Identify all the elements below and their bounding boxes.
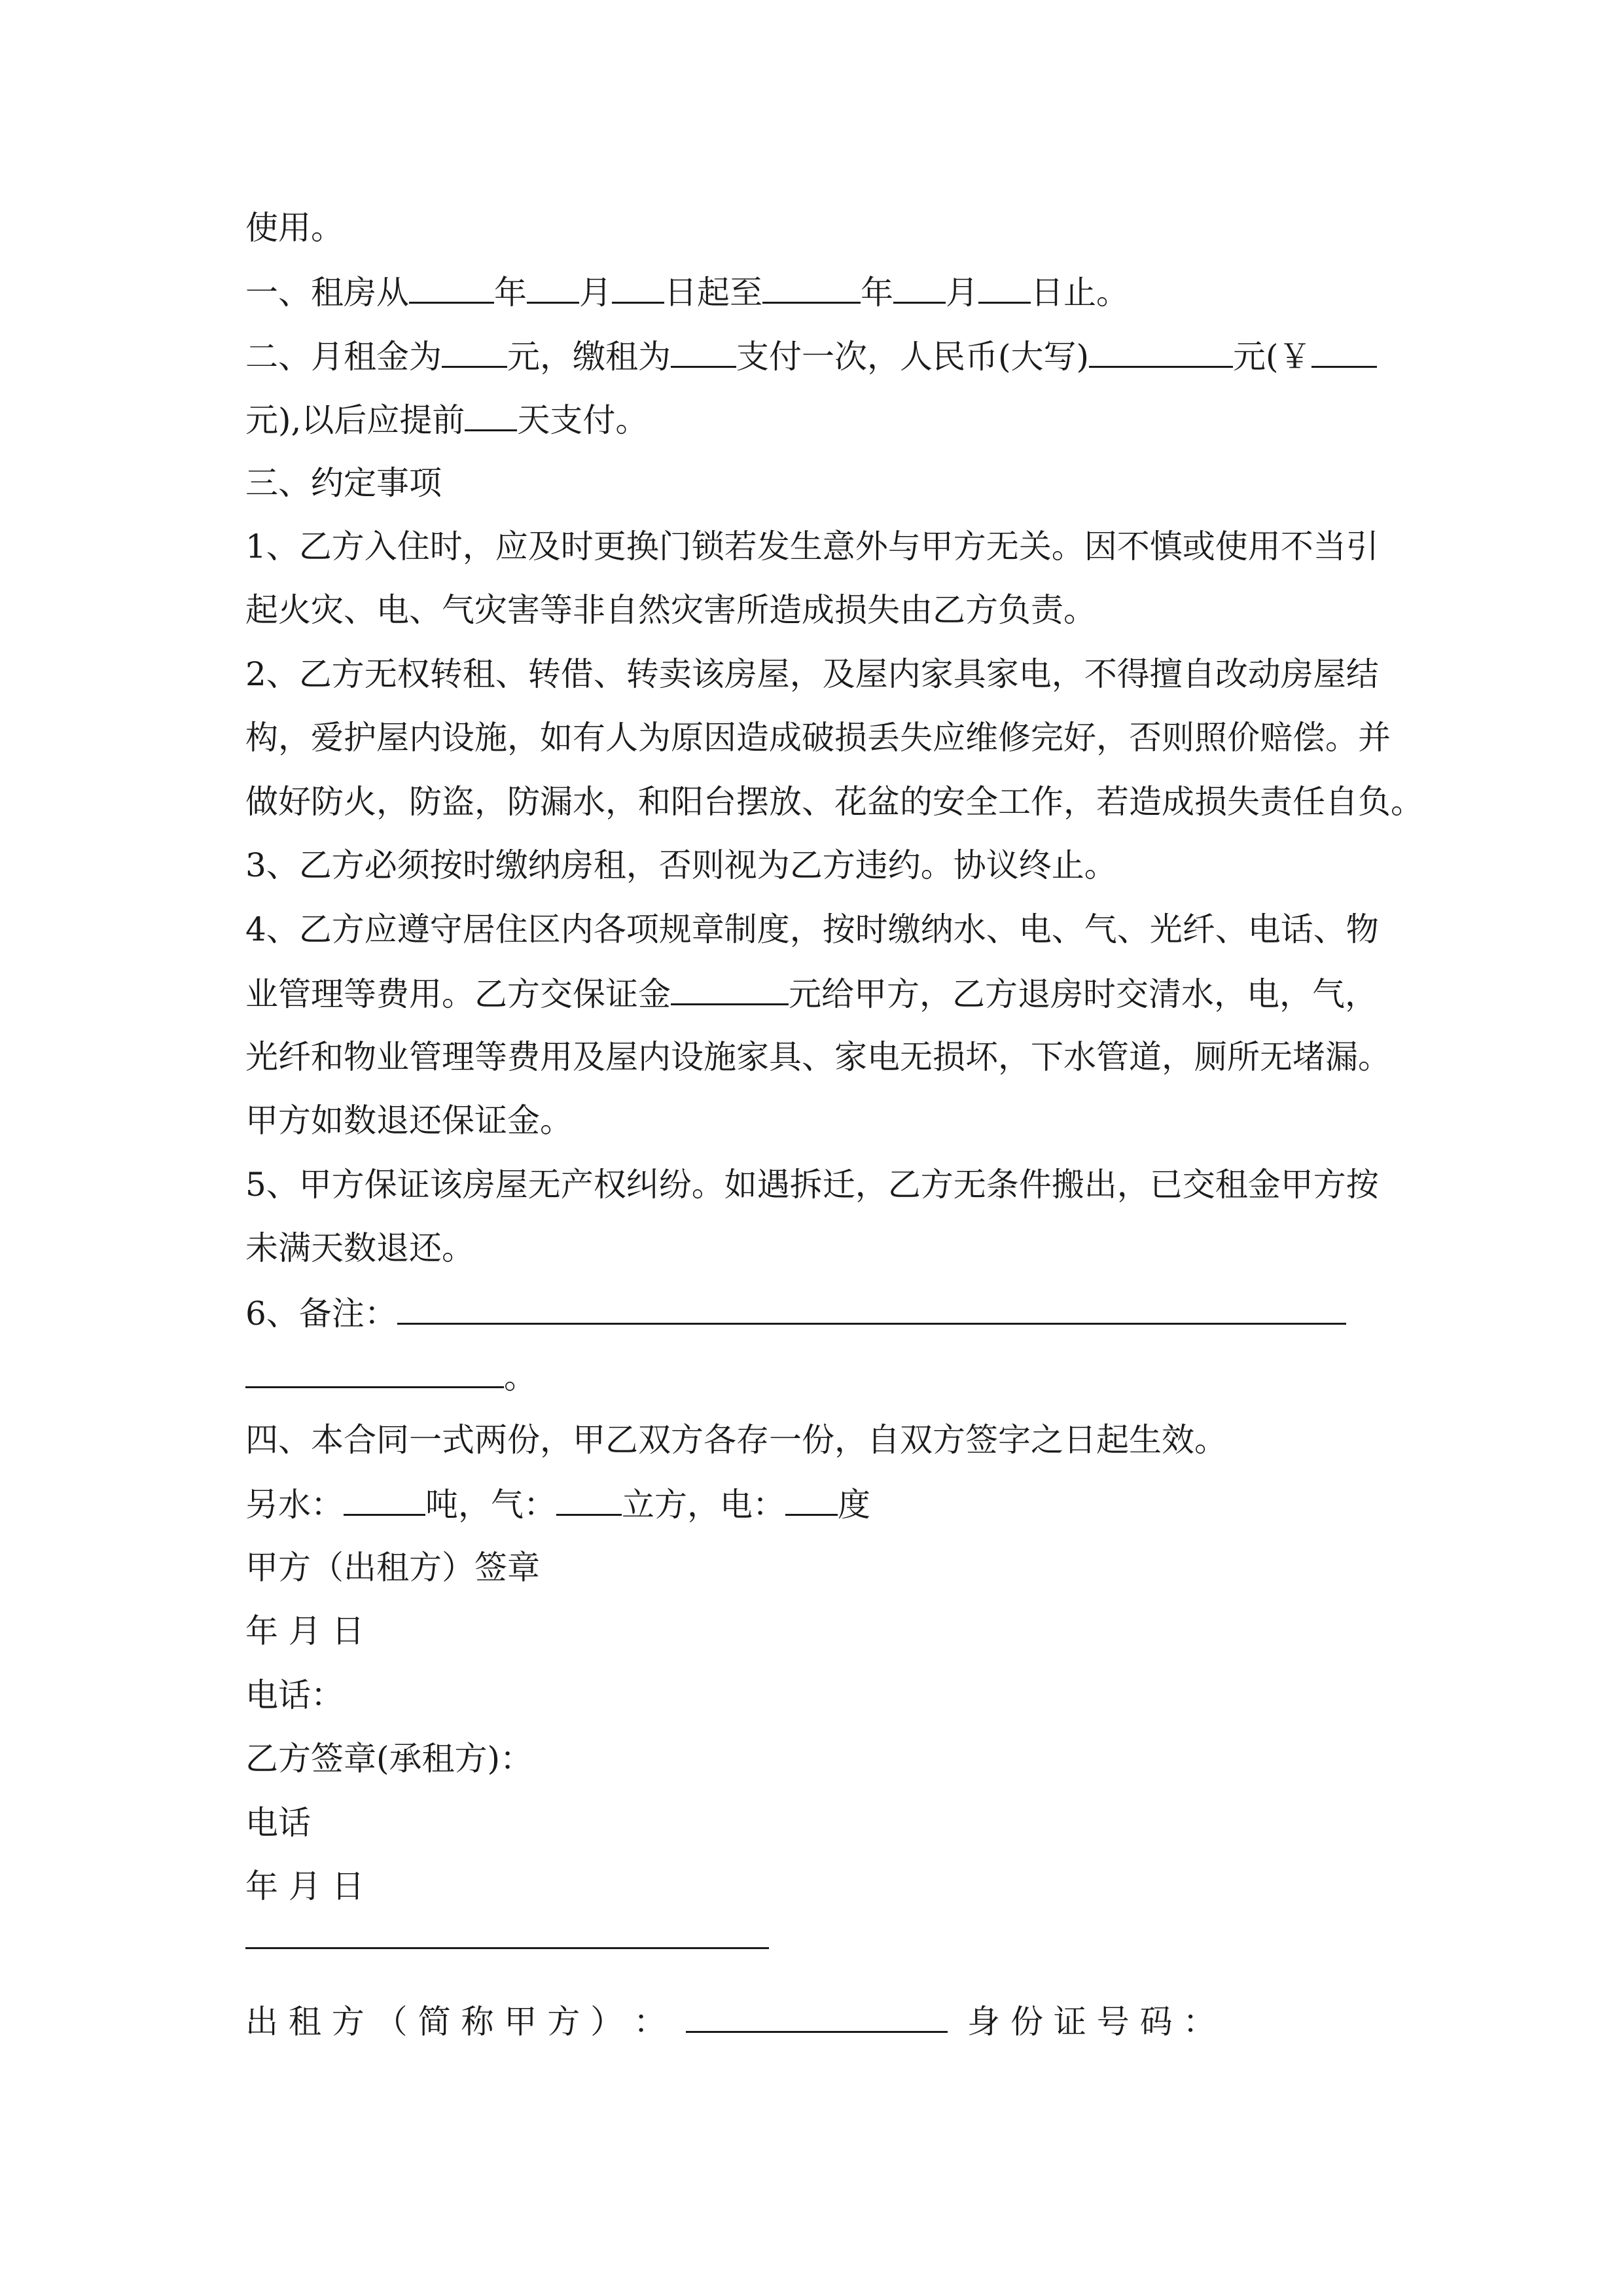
- amount-words-blank[interactable]: [1089, 336, 1233, 368]
- rent-line: 二、月租金为 元，缴租为 支付一次，人民币(大写) 元(￥: [245, 336, 1377, 375]
- end-year-blank[interactable]: [762, 272, 861, 304]
- separator-line: [245, 1947, 769, 1949]
- party-a-signature-label: 甲方（出租方）签章: [245, 1549, 540, 1587]
- end-month-blank[interactable]: [893, 272, 946, 304]
- end-day-blank[interactable]: [978, 272, 1031, 304]
- landlord-id-line: 出 租 方 （ 简 称 甲 方 ） ： 身 份 证 号 码 ：: [245, 2001, 1216, 2040]
- text-line: 3、乙方必须按时缴纳房租，否则视为乙方违约。协议终止。: [245, 846, 1117, 884]
- text-line: 4、乙方应遵守居住区内各项规章制度，按时缴纳水、电、气、光纤、电话、物: [245, 910, 1379, 948]
- electricity-blank[interactable]: [785, 1484, 838, 1516]
- text-line: 使用。: [245, 209, 344, 247]
- landlord-name-blank[interactable]: [686, 2001, 948, 2033]
- text-line: 元),以后应提前 天支付。: [245, 399, 648, 439]
- remarks-line: 6、备注：: [245, 1293, 1346, 1332]
- date-label: 年 月 日: [245, 1867, 365, 1905]
- phone-label: 电话：: [245, 1676, 344, 1714]
- monthly-rent-blank[interactable]: [442, 336, 507, 368]
- text-line: 甲方如数退还保证金。: [245, 1102, 573, 1139]
- date-label: 年 月 日: [245, 1612, 365, 1650]
- gas-blank[interactable]: [556, 1484, 622, 1516]
- section-heading: 三、约定事项: [245, 464, 442, 502]
- text-line: 光纤和物业管理等费用及屋内设施家具、家电无损坏，下水管道，厕所无堵漏。: [245, 1038, 1391, 1076]
- payment-period-blank[interactable]: [671, 336, 736, 368]
- start-day-blank[interactable]: [612, 272, 664, 304]
- phone-label: 电话: [245, 1804, 311, 1842]
- amount-number-blank[interactable]: [1311, 336, 1377, 368]
- lease-term-line: 一、租房从 年 月 日起至 年 月 日止。: [245, 272, 1129, 311]
- text-line: 起火灾、电、气灾害等非自然灾害所造成损失由乙方负责。: [245, 591, 1096, 629]
- advance-days-blank[interactable]: [465, 399, 517, 431]
- deposit-blank[interactable]: [671, 973, 789, 1005]
- meter-reading-line: 另水： 吨，气： 立方，电： 度: [245, 1484, 870, 1523]
- remarks-continued-line: 。: [245, 1356, 537, 1395]
- section-heading: 四、本合同一式两份，甲乙双方各存一份，自双方签字之日起生效。: [245, 1421, 1227, 1459]
- party-b-signature-label: 乙方签章(承租方)：: [245, 1740, 533, 1778]
- text-line: 2、乙方无权转租、转借、转卖该房屋，及屋内家具家电，不得擅自改动房屋结: [245, 655, 1379, 693]
- start-month-blank[interactable]: [527, 272, 579, 304]
- water-blank[interactable]: [344, 1484, 425, 1516]
- text-line: 5、甲方保证该房屋无产权纠纷。如遇拆迁，乙方无条件搬出，已交租金甲方按: [245, 1166, 1379, 1204]
- remarks-continued-blank[interactable]: [245, 1356, 504, 1388]
- remarks-blank[interactable]: [397, 1293, 1346, 1325]
- deposit-line: 业管理等费用。乙方交保证金 元给甲方，乙方退房时交清水，电，气，: [245, 973, 1378, 1013]
- text-line: 做好防火，防盗，防漏水，和阳台摆放、花盆的安全工作，若造成损失责任自负。: [245, 783, 1423, 821]
- start-year-blank[interactable]: [409, 272, 494, 304]
- text-line: 构，爱护屋内设施，如有人为原因造成破损丢失应维修完好，否则照价赔偿。并: [245, 719, 1391, 757]
- text-line: 未满天数退还。: [245, 1229, 474, 1267]
- text-line: 1、乙方入住时，应及时更换门锁若发生意外与甲方无关。因不慎或使用不当引: [245, 528, 1379, 565]
